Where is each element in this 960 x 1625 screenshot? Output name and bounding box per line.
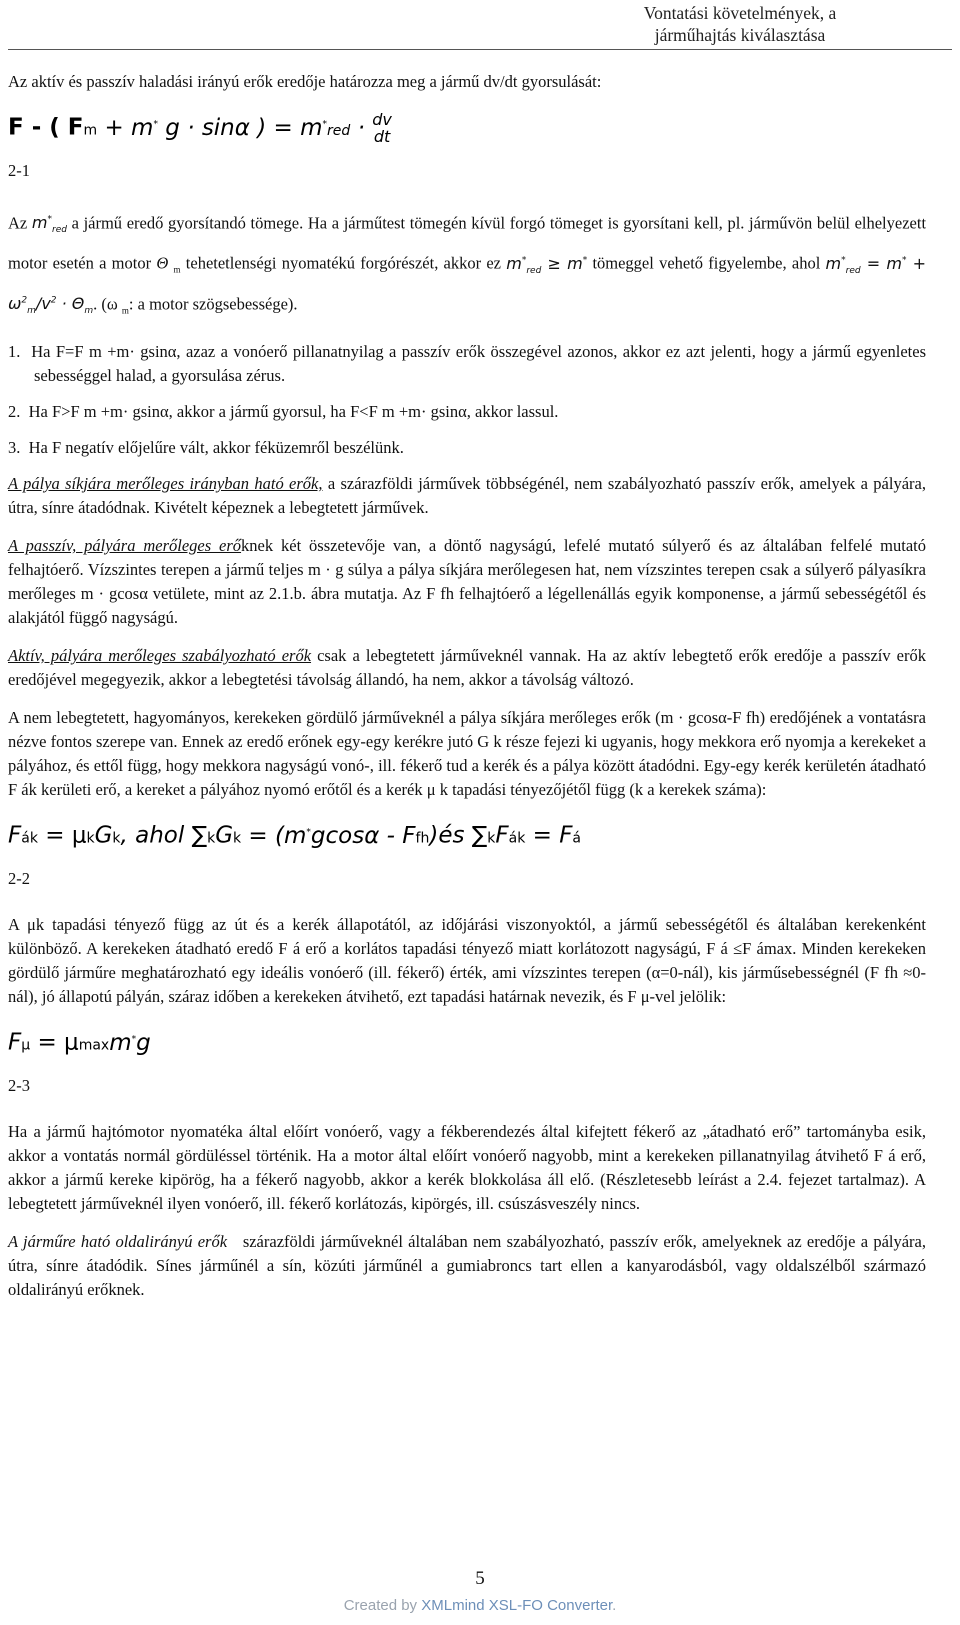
list-item [8,340,926,388]
eq2-eq: = μ [37,822,87,849]
header-line-1: Vontatási követelmények, a [643,3,837,23]
mred-paragraph [8,205,926,327]
page-number: 5 [475,1568,485,1589]
equation-2-1: F - ( Fm + m* g · sinα ) = m*red · dv dt [8,110,392,147]
passive-forces-term: A passzív, pályára merőleges erő [8,536,242,556]
credit-suffix: . [612,1597,617,1614]
eq2-sub-a: á [572,830,582,847]
eq2-es: )és ∑ [429,822,488,849]
list-item-number: 3. [8,438,21,458]
mred-text-3: tömeggel vehető figyelembe, ahol [592,253,821,273]
intro-paragraph: Az aktív és passzív haladási irányú erők eredője határozza meg a jármű dv/dt gyorsulását: [8,72,602,91]
eq1-sub-m: m [83,122,98,139]
perpendicular-forces-term: A pálya síkjára merőleges irányban ható erők, [8,474,323,494]
page-header [540,2,940,46]
list-item-number: 1. [8,342,21,362]
eq2-sub-k-3: k [233,830,242,847]
active-forces-term: Aktív, pályára merőleges szabályozható erők [8,646,312,666]
passive-forces-text: knek két összetevője van, a döntő nagyságú, lefelé mutató súlyerő és az általában felfelé mutató felhajtóerő. Vízszintes terepen a jármű teljes m · g súlya a pálya síkjára merőlegesen hat, nem vízszintes terepen csak a súlyerő pályasíkra merőleges m · gcosα vetülete, mint az 2.1.b. ábra mutatja. Az F fh felhajtóerő a légellenállás egyik komponense, a jármű sebességétől és alakjától függő nagyságú. [8,536,926,628]
passive-forces-paragraph [8,534,926,630]
list-item [8,436,926,460]
eq3-m: m [109,1029,132,1056]
converter-credit [0,1597,960,1614]
eq3-g: g [136,1029,151,1056]
header-divider [8,49,952,50]
mred-text-1: a jármű eredő gyorsítandó tömege. Ha a járműtest tömegén kívül forgó tömeget is gyorsítani kell, pl. járművön belül elhelyezett motor esetén a motor [8,212,927,273]
header-line-2: járműhajtás kiválasztása [654,25,826,45]
eq2-sum-k-2: k [487,830,496,847]
eq2-rhs: = (m [241,822,307,849]
eq3-eq: = μ [30,1029,79,1056]
mred-text-2: tehetetlenségi nyomatékú forgórészét, akkor ez [185,253,501,273]
equation-number-2-2: 2-2 [8,868,30,888]
eq2-sum-k: k [207,830,216,847]
eq2-g: G [94,822,113,849]
eq2-ahol: , ahol ∑ [120,822,208,849]
lateral-forces-text: szárazföldi járműveknél általában nem szabályozható, passzív erők, amelyeknek az eredője a pályára, útra, sínre átadódik. Sínes járműnél a sín, közúti járműnél a gumiabroncs tart ellen a kanyarodásból, vagy oldalszélből származó oldalirányú erőknek. [8,1231,931,1299]
eq1-red: red [327,122,351,139]
equation-2-2 [8,816,926,855]
lateral-forces-term: A járműre ható oldalirányú erők [8,1231,228,1251]
theta-sub-m: m [173,264,181,275]
eq3-sub-max: max [78,1037,110,1054]
perpendicular-forces-paragraph [8,472,926,520]
eq2-fak: F [495,822,509,849]
m-red-ge-m-formula: $m^*_{red} \ge m^*$ [506,253,588,276]
equation-2-3 [8,1023,926,1062]
eq2-f: F [8,822,22,849]
eq2-gk: G [215,822,234,849]
eq1-dv: dv [372,110,392,130]
eq2-sub-ak: ák [21,830,38,847]
eq1-mid: + m [104,114,154,141]
list-item-text: Ha F negatív előjelűre vált, akkor féküzemről beszélünk. [28,438,404,458]
eq2-sub-k-2: k [112,830,121,847]
eq3-star: * [131,1033,137,1044]
az-word: Az [8,212,28,232]
eq1-star: * [153,119,158,129]
eq3-f: F [8,1029,22,1056]
condition-list [8,340,926,460]
mred-text-4: . (ω [93,294,118,314]
active-forces-text: csak a lebegtetett járműveknél vannak. Ha az aktív lebegtető erők eredője a passzív erők eredőjével megegyezik, akkor a lebegtetési távolság állandó, ha nem, akkor a távolság változó. [8,646,926,690]
list-item-text: Ha F>F m +m· gsinα, akkor a jármű gyorsul, ha F<F m +m· gsinα, akkor lassul. [28,402,559,422]
lateral-forces-paragraph [8,1230,931,1302]
eq2-fa: = F [525,822,573,849]
converter-link[interactable]: XMLmind XSL-FO Converter [421,1597,613,1614]
omega-sub-m: m [121,305,129,316]
list-item-number: 2. [8,402,21,422]
adhesion-paragraph: A μk tapadási tényező függ az út és a kerék állapotától, az időjárási viszonyoktól, a jármű sebességétől és általában kerekenként különböző. A kerekeken átadható eredő F á erő a korlátos tapadási tényező miatt korlátozott nagyságú, F á ≤F ámax. Minden kerekeken gördülő járműre meghatározható egy ideális vonóerő (ill. fékerő) érték, ami vízszintes terepen (α=0-nál), kis járműsebességnél (F fh ≈0-nál), jó állapotú pályán, száraz időben a kerekeken átvihető, ezt tapadási határnak nevezik, és F μ-vel jelölik: [8,914,926,1006]
equation-number-2-3: 2-3 [8,1075,30,1095]
equation-number-2-1: 2-1 [8,160,30,180]
eq1-star-2: * [322,119,328,129]
m-red-def-formula: $m^*_{red} = m^* + \omega^2_m/v^2 \cdot \Theta_m$ [8,253,927,317]
eq2-sub-ak-2: ák [508,830,526,847]
list-item-text: Ha F=F m +m· gsinα, azaz a vonóerő pillanatnyilag a passzív erők összegével azonos, akkor ez azt jelenti, hogy a jármű egyenletes sebességgel halad, a gyorsulása zérus. [31,342,926,386]
active-forces-paragraph [8,644,926,692]
wheels-paragraph: A nem lebegtetett, hagyományos, kerekeken gördülő járműveknél a pálya síkjára merőleges erők (m · gcosα-F fh) eredőjének a vontatásra nézve fontos szerepe van. Ennek az eredő erőnek egy-egy kerékre jutó G k része fejezi ki ugyanis, hogy mekkora erő nyomja a kerekeket a pályához, és ettől függ, hogy mekkora nagyságú vonó-, ill. fékerő tud a kerék és a pálya között átadódni. Egy-egy kerék kerületén átadható F ák kerületi erő, a kereket a pályához nyomó erőtől és a kerék μ k tapadási tényezőjétől függ (k a kerekek száma): [8,708,926,800]
eq1-lhs: F - ( F [8,114,84,141]
document-body [8,70,931,1316]
eq1-dt: dt [373,127,391,147]
eq3-sub-mu: μ [21,1037,31,1054]
eq1-g-sin: g · sinα ) = m [165,114,323,141]
credit-prefix: Created by [343,1597,422,1614]
eq2-sub-fh: fh [415,830,430,847]
perpendicular-forces-text: a szárazföldi járművek többségénél, nem szabályozható passzív erők, amelyek a pályára, útra, sínre átadódnak. Kivételt képeznek a lebegtetett járművek. [8,474,926,518]
eq2-sub-k: k [86,830,95,847]
m-red-symbol: $m^*_{red}$ [31,212,67,236]
motor-paragraph: Ha a jármű hajtómotor nyomatéka által előírt vonóerő, vagy a fékberendezés által kifejtett fékerő az „átadható erő” tartományba esik, akkor a vontatás normál gördüléssel történik. Ha a motor által előírt vonóerő nagyobb, mint a kerekeken pillanatnyilag átvihető F á erő, akkor a jármű kereke kipörög, ha a fékerő nagyobb, akkor a kerék blokkolása áll elő. (Részletesebb leírást a 2.4. fejezet tartalmaz). A lebegtetett járműveknél ilyen vonóerő, ill. fékerő korlátozás, kipörgés, ill. csúszásveszély nincs. [8,1121,926,1213]
theta-symbol: Θ [156,253,169,273]
eq2-gcos: gcosα - F [310,822,416,849]
list-item [8,400,926,424]
mred-text-5: : a motor szögsebessége). [128,294,298,314]
eq2-star: * [306,827,311,838]
